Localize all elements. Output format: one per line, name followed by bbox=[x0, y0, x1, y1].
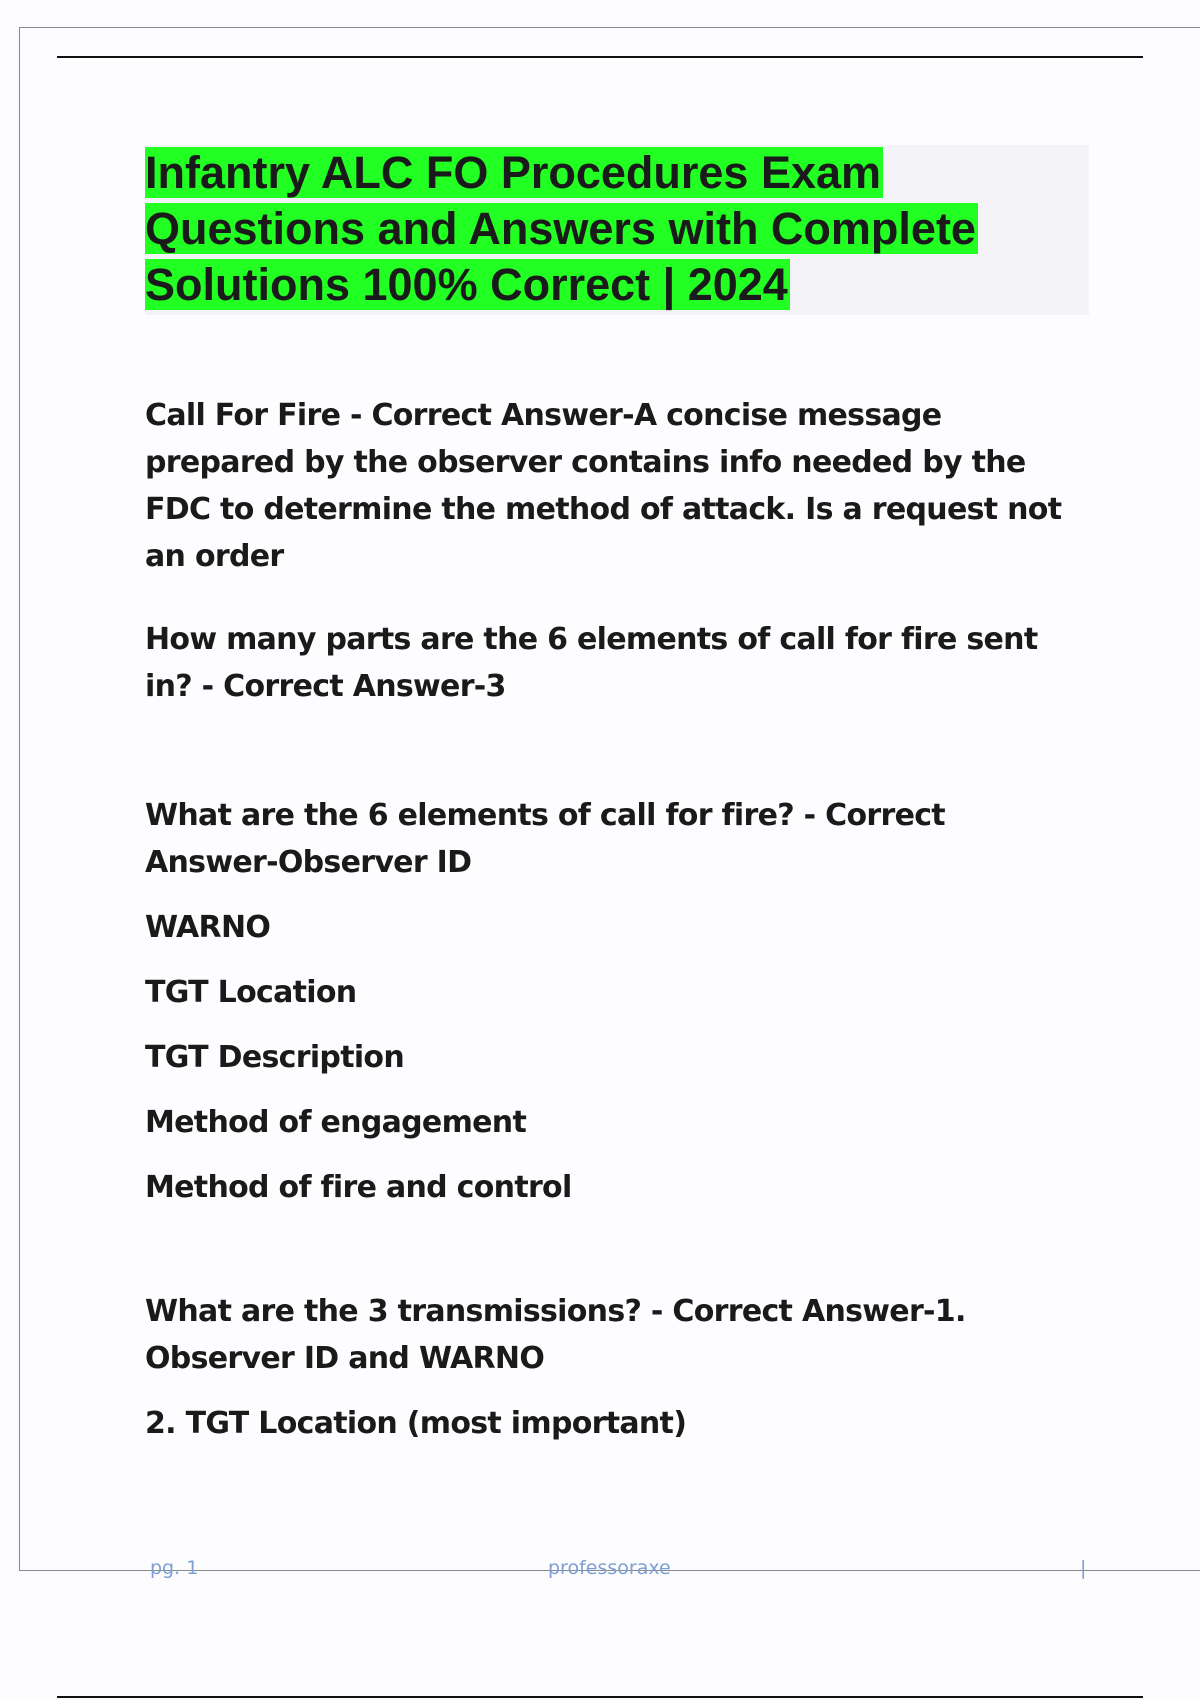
answer-list-item: Method of engagement bbox=[145, 1105, 527, 1140]
answer-list-item: 2. TGT Location (most important) bbox=[145, 1406, 687, 1441]
qa-text: What are the 3 transmissions? - Correct Answer-1. Observer ID and WARNO bbox=[145, 1294, 966, 1376]
answer-list-item: WARNO bbox=[145, 910, 271, 945]
page-number: pg. 1 bbox=[150, 1557, 199, 1579]
qa-text: How many parts are the 6 elements of call for fire sent in? - Correct Answer-3 bbox=[145, 622, 1038, 704]
footer-author: professoraxe bbox=[548, 1557, 671, 1579]
title-block bbox=[145, 145, 1089, 315]
qa-item bbox=[145, 616, 1085, 710]
header-rule bbox=[57, 56, 1143, 58]
page-footer bbox=[0, 1557, 1200, 1587]
qa-text: Call For Fire - Correct Answer-A concise message prepared by the observer contains info needed by the FDC to determine the method of attack. Is a request not an order bbox=[145, 398, 1062, 574]
bottom-rule bbox=[57, 1696, 1143, 1698]
answer-list-item: Method of fire and control bbox=[145, 1170, 572, 1205]
qa-item bbox=[145, 392, 1085, 580]
qa-item bbox=[145, 792, 1085, 1211]
answer-list-item: TGT Location bbox=[145, 975, 357, 1010]
answer-list-item: TGT Description bbox=[145, 1040, 405, 1075]
title-highlight: Infantry ALC FO Procedures Exam Questions and Answers with Complete Solutions 100% Correct | 2024 bbox=[145, 147, 976, 310]
document-title bbox=[145, 145, 1089, 313]
footer-separator: | bbox=[1080, 1557, 1087, 1579]
qa-text: What are the 6 elements of call for fire? - Correct Answer-Observer ID bbox=[145, 798, 945, 880]
qa-item bbox=[145, 1288, 1085, 1447]
